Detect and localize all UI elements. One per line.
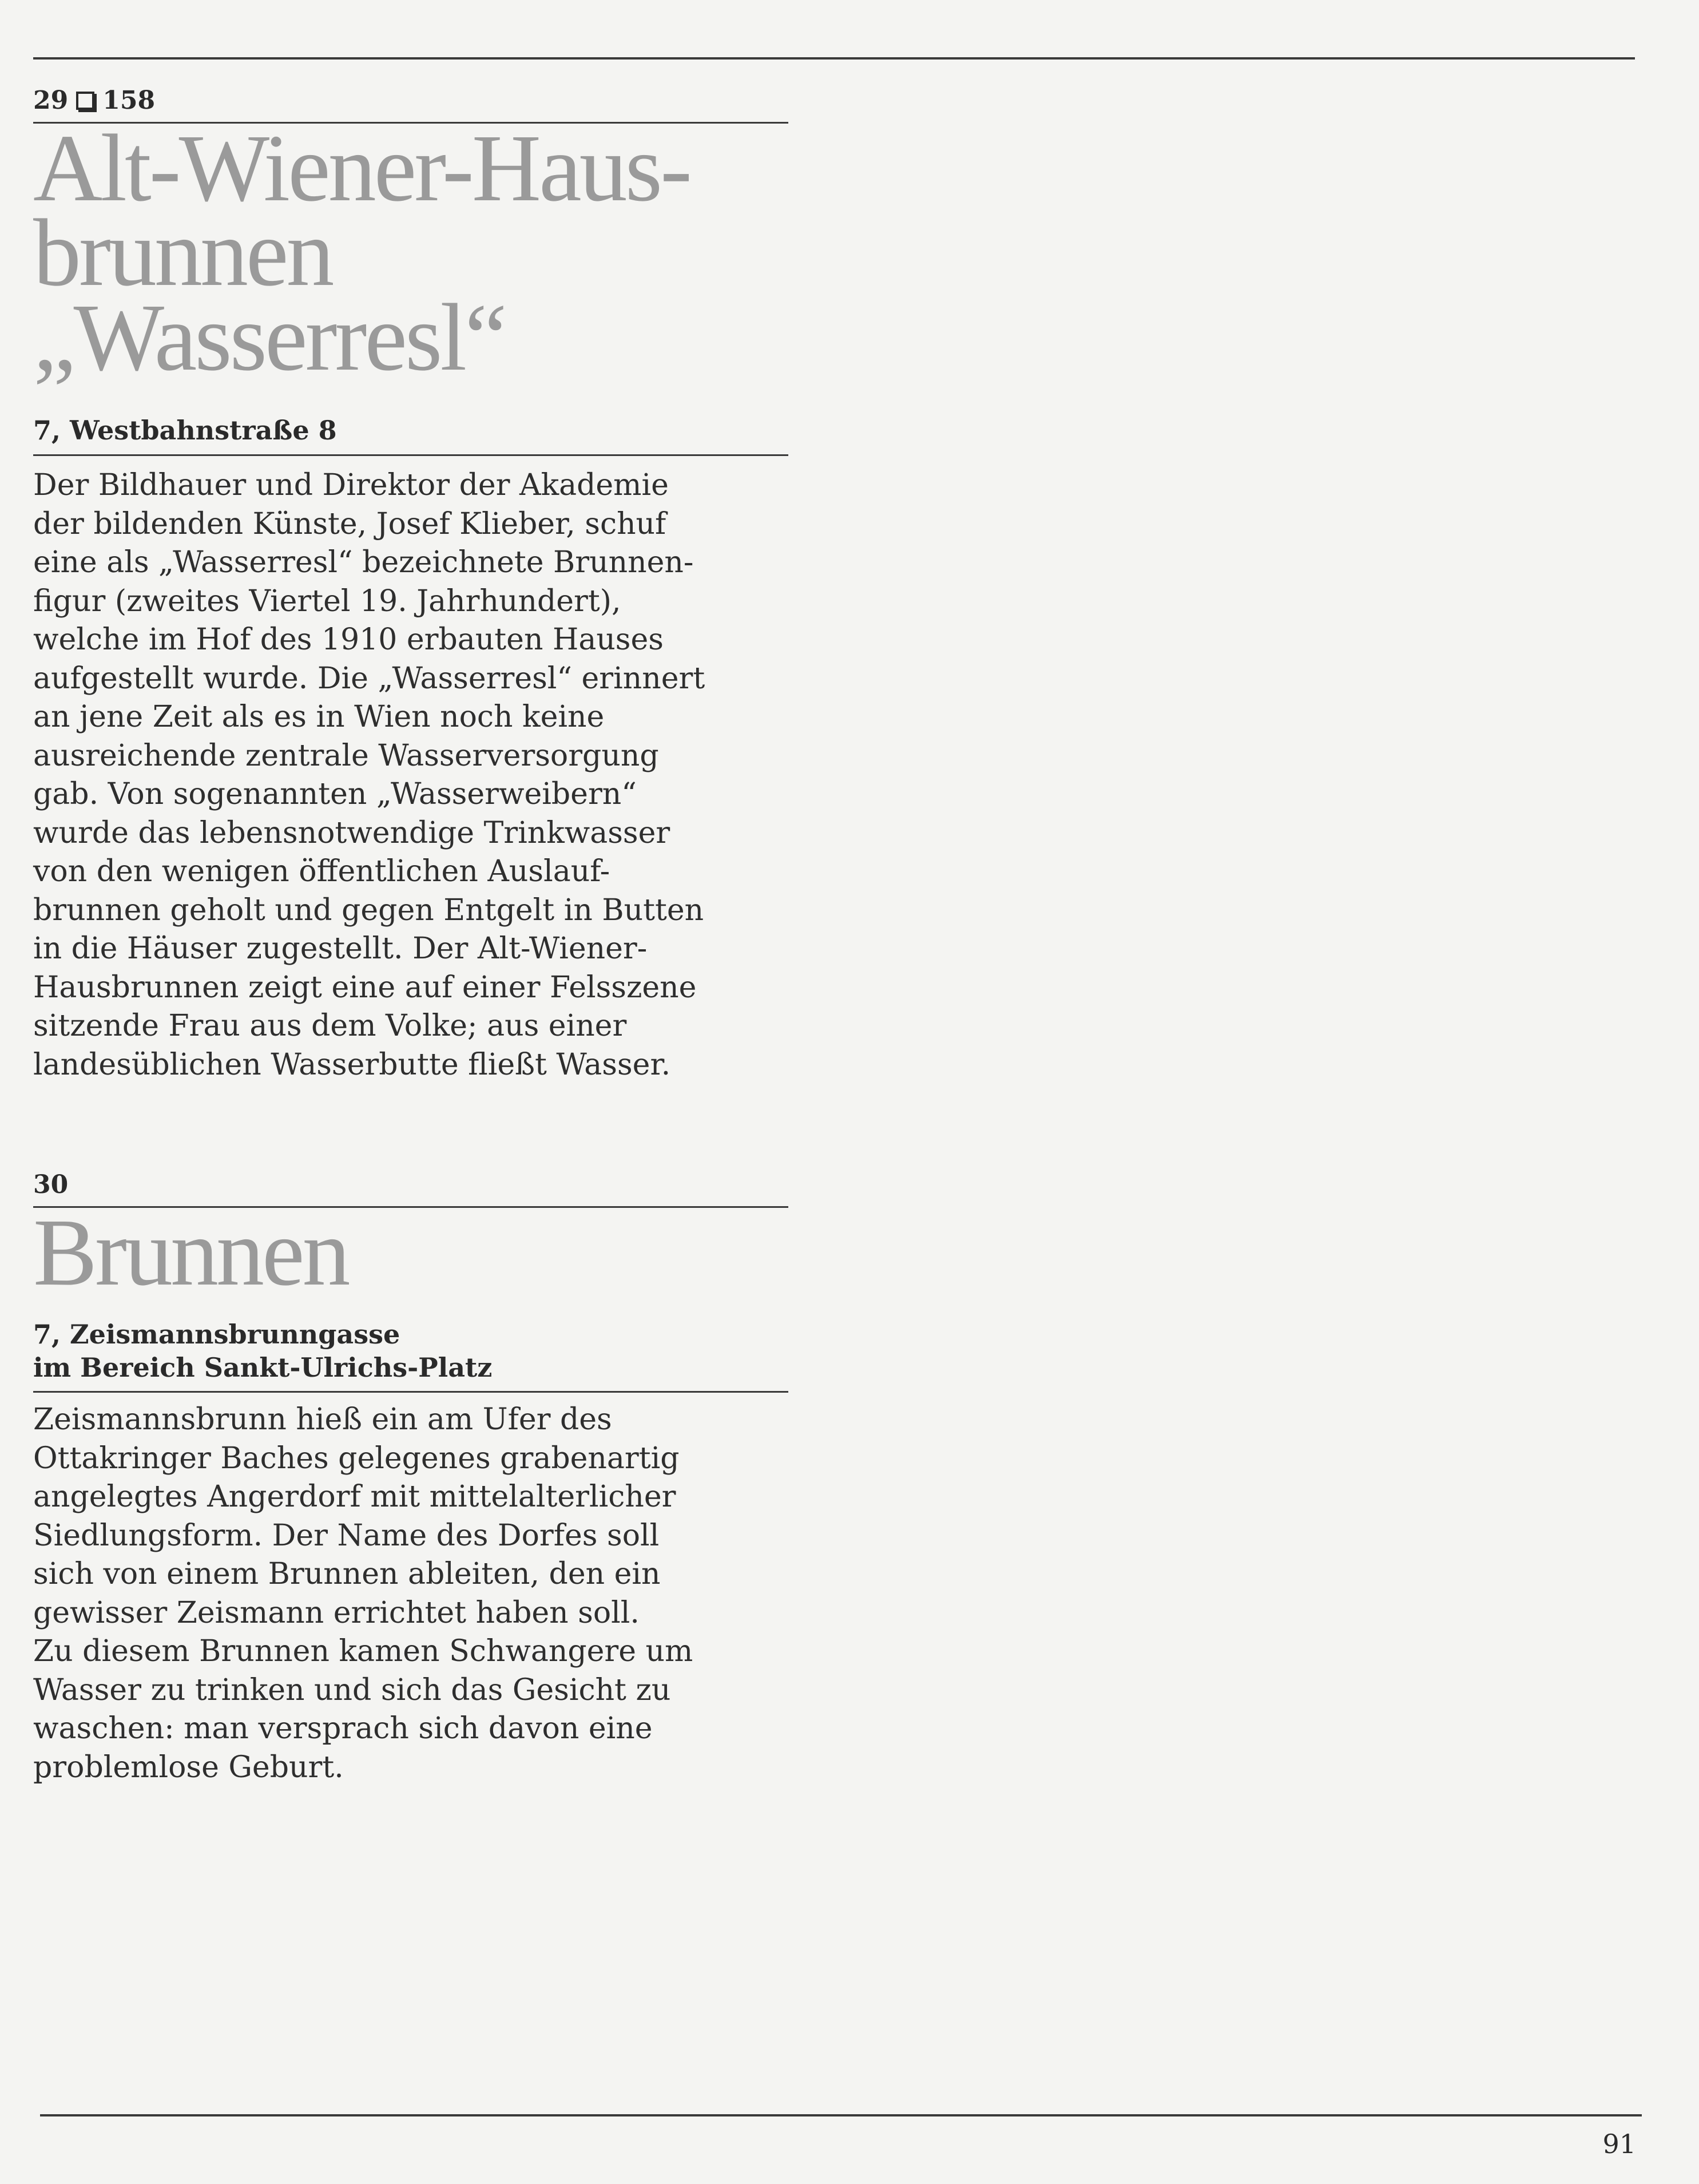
entry-body: Der Bildhauer und Direktor der Akademie der bildenden Künste, Josef Klieber, schuf eine als „Wasserresl“ bezeichnete Brunnen- figur (zweites Viertel 19. Jahrhundert), welche im Hof des 1910 erbauten Hauses aufgestellt wurde. Die „Wasserresl“ erinnert an jene Zeit als es in Wien noch keine ausreichende zentrale Wasserversorgung gab. Von sogenannten „Wasserweibern“ wurde das lebensnotwendige Trinkwasser von den wenigen öffentlichen Auslauf- brunnen geholt und gegen Entgelt in Butten in die Häuser zugestellt. Der Alt-Wiener- Hausbrunnen zeigt eine auf einer Felsszene sitzende Frau aus dem Volke; aus einer landesüblichen Wasserbutte fließt Wasser. — [33, 468, 705, 1082]
entry-title: Alt-Wiener-Haus- brunnen „Wasserresl“ — [33, 115, 690, 391]
entry-title: Brunnen — [33, 1199, 348, 1306]
bottom-rule — [40, 2114, 1642, 2116]
entry-address: 7, Westbahnstraße 8 — [33, 413, 788, 456]
entry-reference: 158 — [102, 86, 156, 115]
entry-number: 30 — [33, 1170, 69, 1199]
entry-body: Zeismannsbrunn hieß ein am Ufer des Ottakringer Baches gelegenes grabenartig angelegtes Angerdorf mit mittelalterlicher Siedlungsform. Der Name des Dorfes soll sich von einem Brunnen ableiten, den ein gewisser Zeismann errichtet haben soll. Zu diesem Brunnen kamen Schwangere um Wasser zu trinken und sich das Gesicht zu waschen: man versprach sich davon eine problemlose Geburt. — [33, 1402, 693, 1785]
page-number: 91 — [1602, 2128, 1636, 2159]
entry-29 — [33, 86, 788, 1084]
entry-address: 7, Zeismannsbrunngasse im Bereich Sankt-Ulrichs-Platz — [33, 1318, 788, 1393]
entry-number: 29 — [33, 86, 69, 115]
top-rule — [33, 57, 1635, 60]
checkbox-icon — [76, 92, 94, 110]
entry-30 — [33, 1170, 788, 1787]
